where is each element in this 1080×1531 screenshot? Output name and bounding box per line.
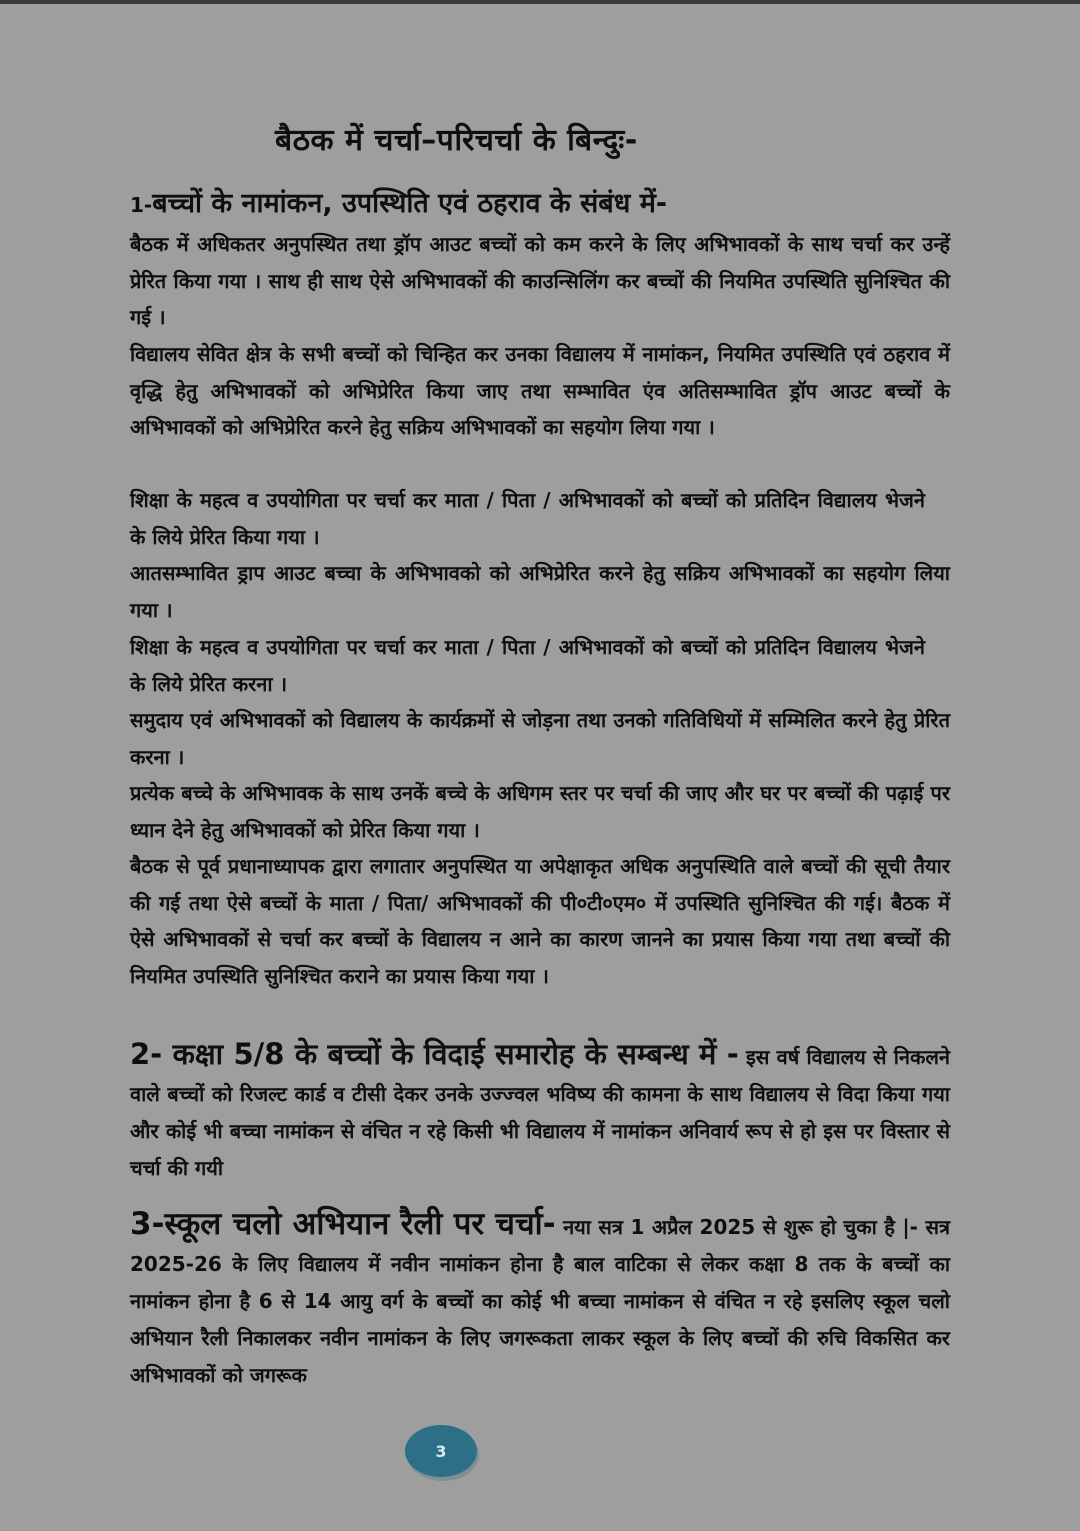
section-2-block [130, 1036, 950, 1187]
section-1-paragraph-1: बैठक में अधिकतर अनुपस्थित तथा ड्रॉप आउट बच्चों को कम करने के लिए अभिभावकों के साथ चर्चा कर उन्हें प्रेरित किया गया । साथ ही साथ ऐसे अभिभावकों की काउन्सिलिंग कर बच्चों की नियमित उपस्थिति सुनिश्चित की गई । [130, 232, 950, 330]
section-1-paragraph-6: समुदाय एवं अभिभावकों को विद्यालय के कार्यक्रमों से जोड़ना तथा उनको गतिविधियों में सम्मिलित करने हेतु प्रेरित करना । [130, 708, 950, 769]
page-title: बैठक में चर्चा–परिचर्चा के बिन्दुः- [275, 123, 638, 158]
section-1-heading-text: बच्चों के नामांकन, उपस्थिति एवं ठहराव के संबंध में- [152, 188, 668, 219]
section-1-paragraph-8: बैठक से पूर्व प्रधानाध्यापक द्वारा लगातार अनुपस्थित या अपेक्षाकृत अधिक अनुपस्थिति वाले बच्चों की सूची तैयार की गई तथा ऐसे बच्चों के माता / पिता/ अभिभावकों की पी०टी०एम० में उपस्थिति सुनिश्चित की गई। बैठक में ऐसे अभिभावकों से चर्चा कर बच्चों के विद्यालय न आने का कारण जानने का प्रयास किया गया तथा बच्चों की नियमित उपस्थिति सुनिश्चित कराने का प्रयास किया गया । [130, 854, 950, 988]
section-3-text: नया सत्र 1 अप्रैल 2025 से शुरू हो चुका है |- सत्र 2025-26 के लिए विद्यालय में नवीन नामांकन होना है बाल वाटिका से लेकर कक्षा 8 तक के बच्चों का नामांकन होना है 6 से 14 आयु वर्ग के बच्चों का कोई भी बच्चा नामांकन से वंचित न रहे इसलिए स्कूल चलो अभियान रैली निकालकर नवीन नामांकन के लिए जगरूकता लाकर स्कूल के लिए बच्चों की रुचि विकसित कर अभिभावकों को जगरूक [130, 1215, 951, 1387]
section-1-paragraph-5: शिक्षा के महत्व व उपयोगिता पर चर्चा कर माता / पिता / अभिभावकों को बच्चों को प्रतिदिन विद्यालय भेजने के लिये प्रेरित करना । [130, 635, 925, 696]
section-1-heading [130, 183, 667, 220]
section-1-paragraph-2: विद्यालय सेवित क्षेत्र के सभी बच्चों को चिन्हित कर उनका विद्यालय में नामांकन, नियमित उपस्थिति एवं ठहराव में वृद्धि हेतु अभिभावकों को अभिप्रेरित किया जाए तथा सम्भावित एंव अतिसम्भावित ड्रॉप आउट बच्चों के अभिभावकों को अभिप्रेरित करने हेतु सक्रिय अभिभावकों का सहयोग लिया गया । [130, 342, 950, 440]
section-3-heading: 3-स्कूल चलो अभियान रैली पर चर्चा- [130, 1206, 556, 1242]
section-1-paragraph-3: शिक्षा के महत्व व उपयोगिता पर चर्चा कर माता / पिता / अभिभावकों को बच्चों को प्रतिदिन विद्यालय भेजने के लिये प्रेरित किया गया । [130, 488, 925, 549]
page-number-badge [405, 1425, 477, 1477]
section-1-number: 1- [130, 193, 153, 217]
section-2-heading: 2- कक्षा 5/8 के बच्चों के विदाई समारोह के सम्बन्ध में - [130, 1037, 739, 1071]
section-1-paragraph-4: आतसम्भावित ड्राप आउट बच्चा के अभिभावको को अभिप्रेरित करने हेतु सक्रिय अभिभावकों का सहयोग लिया गया । [130, 561, 950, 622]
section-2-text: इस वर्ष विद्यालय से निकलने वाले बच्चों को रिजल्ट कार्ड व टीसी देकर उनके उज्ज्वल भविष्य की कामना के साथ विद्यालय से विदा किया गया और कोई भी बच्चा नामांकन से वंचित न रहे किसी भी विद्यालय में नामांकन अनिवार्य रूप से हो इस पर विस्तार से चर्चा की गयी [130, 1045, 950, 1180]
section-1-paragraph-7: प्रत्येक बच्चे के अभिभावक के साथ उनकें बच्चे के अधिगम स्तर पर चर्चा की जाए और घर पर बच्चों की पढ़ाई पर ध्यान देने हेतु अभिभावकों को प्रेरित किया गया । [130, 781, 950, 842]
top-border-line [0, 0, 1080, 4]
page-number: 3 [435, 1441, 447, 1461]
section-3-block [130, 1206, 950, 1394]
